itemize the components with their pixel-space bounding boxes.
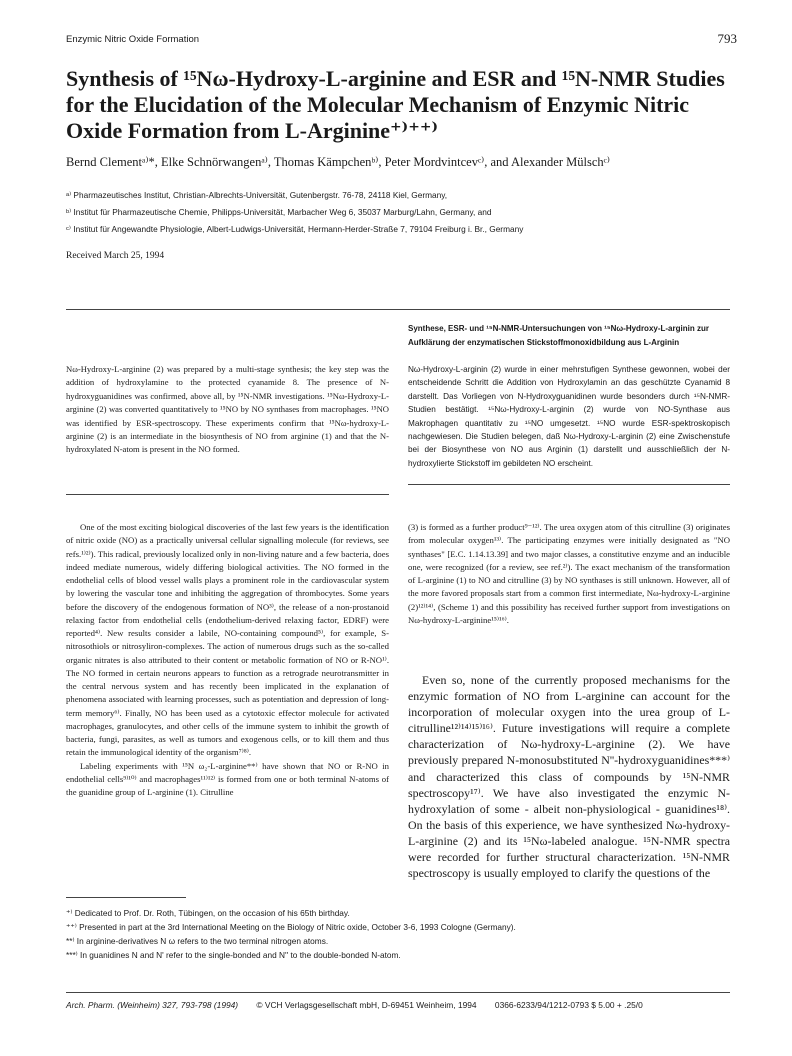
footnote: ⁺⁺⁾ Presented in part at the 3rd International Meeting on the Biology of Nitric oxide, October 3-6, 1993 Cologne (Germany). (66, 922, 516, 932)
article-title: Synthesis of ¹⁵Nω-Hydroxy-L-arginine and ESR and ¹⁵N-NMR Studies for the Elucidation of the Molecular Mechanism of Enzymic Nitric Oxide Formation from L-Arginine⁺⁾⁺⁺⁾ (66, 66, 725, 143)
body-paragraph: (3) is formed as a further product⁹⁻¹²⁾. The urea oxygen atom of this citrulline (3) originates from molecular oxygen¹³⁾. The participating enzymes were initially designated as "NO synthases" [E.C. 1.14.13.39] and two major classes, a constitutive enzyme and an inducible one, were recognized (for a review, see ref.²⁾). The exact mechanism of the transformation of L-arginine (1) to NO and citrulline (3) by NO synthases is still unknown. However, all of the more favored proposals start from a common first intermediate, Nω-hydroxy-L-arginine (2)¹²⁾¹⁴⁾, (Scheme 1) and this possibility has received further support from investigations on Nω-hydroxy-L-arginine¹⁵⁾¹⁶⁾. (408, 522, 730, 625)
abstract-top-rule (66, 309, 730, 310)
issn-code: 0366-6233/94/1212-0793 $ 5.00 + .25/0 (494, 1000, 643, 1010)
body-column-left (66, 521, 389, 799)
abstract-bottom-rule-right (408, 484, 730, 485)
abstract-german-title: Synthese, ESR- und ¹⁵N-NMR-Untersuchungen von ¹⁵Nω-Hydroxy-L-arginin zur Aufklärung der enzymatischen Stickstoffmonoxidbildung aus L-Arginin (408, 324, 709, 347)
abstract-bottom-rule-left (66, 494, 389, 495)
journal-citation: Arch. Pharm. (Weinheim) 327, 793-798 (1994) (66, 1000, 239, 1010)
abstract-english: Nω-Hydroxy-L-arginine (2) was prepared by a multi-stage synthesis; the key step was the addition of hydroxylamine to the protected cyanamide 8. The presence of N-hydroxyguanidines was confirmed, above all, by ¹⁵N-NMR investigations. ¹⁵Nω-Hydroxy-L-arginine (2) was converted quantitatively to ¹⁵NO by NO synthases from macrophages. ¹⁵NO was identified by ESR-spectroscopy. These experiments confirm that ¹⁵Nω-hydroxy-L-arginine (2) is an intermediate in the biosynthesis of NO from arginine (1) and that the N-hydroxylated N-atom is present in the NO formed. (66, 364, 389, 455)
page-number: 793 (717, 31, 737, 46)
affiliation-c: ᶜ⁾ Institut für Angewandte Physiologie, Albert-Ludwigs-Universität, Hermann-Herder-Straße 7, 79104 Freiburg i. Br., Germany (66, 224, 524, 234)
body-column-right-top (408, 521, 730, 627)
footnote: ⁺⁾ Dedicated to Prof. Dr. Roth, Tübingen, on the occasion of his 65th birthday. (66, 908, 350, 918)
footnote-rule (66, 897, 186, 898)
received-date: Received March 25, 1994 (66, 251, 165, 261)
footnote: ***⁾ In guanidines N and N' refer to the single-bonded and N'' to the double-bonded N-atom. (66, 950, 401, 960)
affiliation-a: ᵃ⁾ Pharmazeutisches Institut, Christian-Albrechts-Universität, Gutenbergstr. 76-78, 24118 Kiel, Germany, (66, 190, 448, 200)
affiliation-b: ᵇ⁾ Institut für Pharmazeutische Chemie, Philipps-Universität, Marbacher Weg 6, 35037 Marburg/Lahn, Germany, and (66, 207, 492, 217)
footnote: **⁾ In arginine-derivatives N ω refers to the two terminal nitrogen atoms. (66, 936, 329, 946)
footnotes (66, 906, 746, 962)
footer-rule (66, 992, 730, 993)
affiliations (66, 187, 756, 238)
abstract-german: Nω-Hydroxy-L-arginin (2) wurde in einer mehrstufigen Synthese gewonnen, wobei der entscheidende Schritt die Addition von Hydroxylamin an das geschützte Cyanamid 8 darstellt. Das Vorliegen von N-Hydroxyguanidinen wurde besonders durch ¹⁵N-NMR-Studien bestätigt. ¹⁵Nω-Hydroxy-L-arginin (2) wurde von NO-Synthase aus Makrophagen quantitativ zu ¹⁵NO umgesetzt. ¹⁵NO wurde ESR-spektroskopisch nachgewiesen. Die Studien belegen, daß Nω-Hydroxy-L-arginin (2) eine Zwischenstufe bei der Biosynthese von NO aus Arginin (1) darstellt und ausschließlich der N-hydroxylierte Stickstoff im gebildeten NO erscheint. (408, 365, 730, 468)
body-paragraph: One of the most exciting biological discoveries of the last few years is the identification of nitric oxide (NO) as a practically universal cellular signalling molecule (for reviews, see refs.¹⁾²⁾). This radical, previously localized only in non-living nature and a few bacteria, does indeed mediate numerous, widely differing biological activities. The NO formed in the endothelial cells of blood vessel walls plays a prominent role in the cardiovascular system by lowering the vascular tone and inhibiting the aggregation of thrombocytes. Some years before the discovery of the endogenous formation of NO³⁾, the release of a non-prostanoid relaxing factor from endothelial cells (endothelium-derived relaxing factor, EDRF) were reported⁴⁾. New results consider a labile, NO-containing compound⁵⁾, for example, S-nitrosothiols or nitrosyliron-complexes. The action of numerous drugs such as the so-called organic nitrates is also attributed to their content or metabolic formation of NO or R-NO¹⁾. The NO formed in certain neurons appears to function as a retrograde neurotransmitter in the central nervous system and has recently been implicated in the explanation of phenomena associated with learning processes, such as potentiation and depression of long-term memory⁶⁾. Finally, NO has been used as a cytotoxic effector molecule for activated macrophages, granulocytes, and other cells of the immune system to inhibit the growth of bacteria, fungi, parasites, as well as tumors and exogenous cells, or to kill them and thus retain the immunological identity of the organism⁷⁾⁸⁾. (66, 522, 389, 758)
page-footer (66, 1000, 746, 1010)
running-head: Enzymic Nitric Oxide Formation (66, 34, 200, 45)
body-column-right-bottom (408, 672, 730, 881)
author-list: Bernd Clementᵃ⁾*, Elke Schnörwangenᵃ⁾, Thomas Kämpchenᵇ⁾, Peter Mordvintcevᶜ⁾, and Alexander Mülschᶜ⁾ (66, 155, 610, 169)
body-paragraph: Labeling experiments with ¹⁵N ω₂-L-arginine**⁾ have shown that NO or R-NO in endothelial cells⁹⁾¹⁰⁾ and macrophages¹¹⁾¹²⁾ is formed from one or both terminal N-atoms of the guanidine group of L-arginine (1). Citrulline (66, 760, 389, 797)
body-paragraph: Even so, none of the currently proposed mechanisms for the enzymic formation of NO from L-arginine can account for the incorporation of molecular oxygen into the urea group of L-citrulline¹²⁾¹⁴⁾¹⁵⁾¹⁶⁾. Future investigations will require a complete characterization of Nω-hydroxy-L-arginine (2). We have previously prepared N-monosubstituted N''-hydroxyguanidines***⁾ and characterized this class of compounds by ¹⁵N-NMR spectroscopy¹⁷⁾. We have also investigated the enzymic N-hydroxylation of some - albeit non-physiological - guanidines¹⁸⁾. On the basis of this experience, we have synthesized Nω-hydroxy-L-arginine (2) and its ¹⁵Nω-labeled analogue. ¹⁵N-NMR spectra were recorded for further structural characterization. ¹⁵N-NMR spectroscopy is usually employed to clarify the questions of the (408, 673, 730, 881)
publisher-line: © VCH Verlagsgesellschaft mbH, D-69451 Weinheim, 1994 (256, 1000, 477, 1010)
